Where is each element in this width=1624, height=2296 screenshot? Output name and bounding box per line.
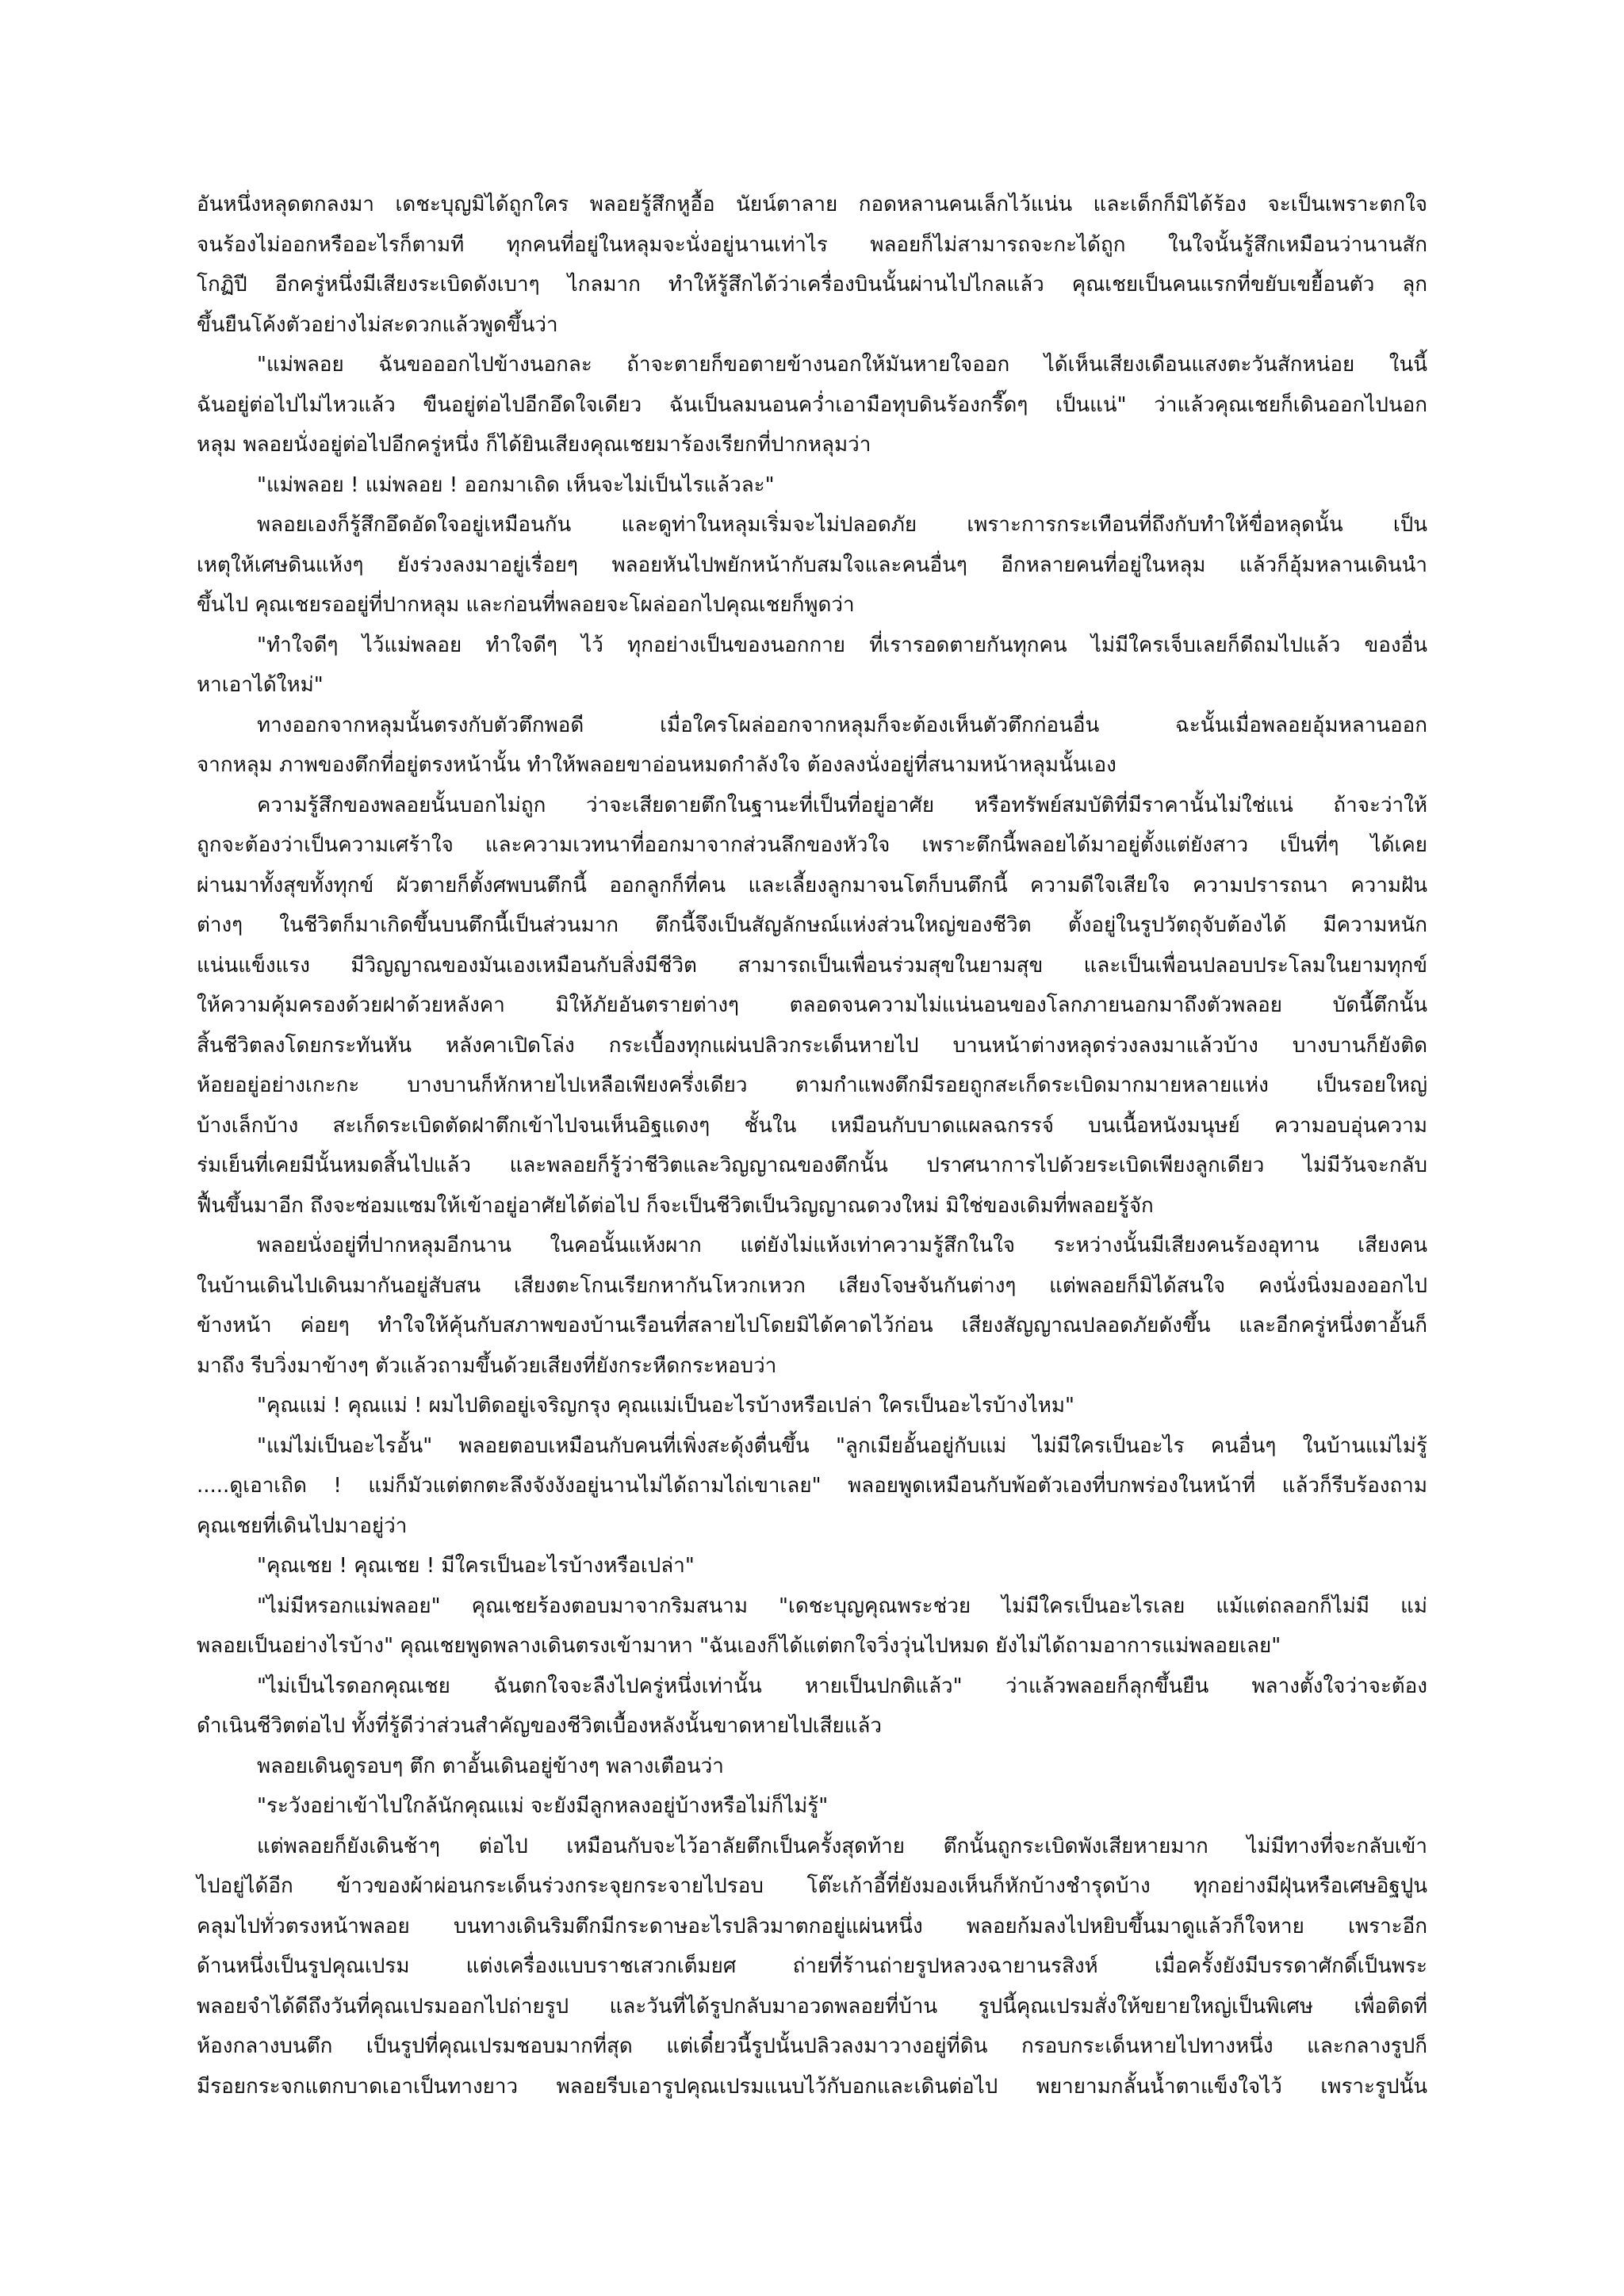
text-line: ทางออกจากหลุมนั้นตรงกับตัวตึกพอดี เมื่อใครโผล่ออกจากหลุมก็จะต้องเห็นตัวตึกก่อนอื่น ฉะนั้นเมื่อพลอยอุ้มหลานออก [257, 713, 1427, 737]
text-line: ฉันอยู่ต่อไปไม่ไหวแล้ว ขืนอยู่ต่อไปอีกอึดใจเดียว ฉันเป็นลมนอนคว่ำเอามือทุบดินร้องกรี๊ดๆ เป็นแน่" ว่าแล้วคุณเชยก็เดินออกไปนอก [197, 392, 1427, 417]
text-line: ข้างหน้า ค่อยๆ ทำใจให้คุ้นกับสภาพของบ้านเรือนที่สลายไปโดยมิได้คาดไว้ก่อน เสียงสัญญาณปลอดภัยดังขึ้น และอีกครู่หนึ่งตาอั้นก็ [197, 1314, 1427, 1337]
text-line: ฟื้นขึ้นมาอีก ถึงจะซ่อมแซมให้เข้าอยู่อาศัยได้ต่อไป ก็จะเป็นชีวิตเป็นวิญญาณดวงใหม่ มิใช่ของเดิมที่พลอยรู้จัก [197, 1193, 1154, 1218]
text-line: จากหลุม ภาพของตึกที่อยู่ตรงหน้านั้น ทำให้พลอยขาอ่อนหมดกำลังใจ ต้องลงนั่งอยู่ที่สนามหน้าหลุมนั้นเอง [197, 753, 1116, 777]
text-line: คลุมไปทั่วตรงหน้าพลอย บนทางเดินริมตึกมีกระดาษอะไรปลิวมาตกอยู่แผ่นหนึ่ง พลอยก้มลงไปหยิบขึ้นมาดูแล้วก็ใจหาย เพราะอีก [197, 1914, 1427, 1938]
text-line: "ไม่มีหรอกแม่พลอย" คุณเชยร้องตอบมาจากริมสนาม "เดชะบุญคุณพระช่วย ไม่มีใครเป็นอะไรเลย แม้แต่ถลอกก็ไม่มี แม่ [257, 1594, 1427, 1618]
text-line: สิ้นชีวิตลงโดยกระทันหัน หลังคาเปิดโล่ง กระเบื้องทุกแผ่นปลิวกระเด็นหายไป บานหน้าต่างหลุดร่วงลงมาแล้วบ้าง บางบานก็ยังติด [197, 1033, 1427, 1058]
text-line: ดำเนินชีวิตต่อไป ทั้งที่รู้ดีว่าส่วนสำคัญของชีวิตเบื้องหลังนั้นขาดหายไปเสียแล้ว [197, 1714, 882, 1738]
text-line: ด้านหนึ่งเป็นรูปคุณเปรม แต่งเครื่องแบบราชเสวกเต็มยศ ถ่ายที่ร้านถ่ายรูปหลวงฉายานรสิงห์ เมื่อครั้งยังมีบรรดาศักดิ์เป็นพระ [197, 1954, 1427, 1978]
text-line: ให้ความคุ้มครองด้วยฝาด้วยหลังคา มิให้ภัยอันตรายต่างๆ ตลอดจนความไม่แน่นอนของโลกภายนอกมาถึงตัวพลอย บัดนี้ตึกนั้น [197, 993, 1427, 1017]
text-line: "ไม่เป็นไรดอกคุณเชย ฉันตกใจจะลืงไปครู่หนึ่งเท่านั้น หายเป็นปกติแล้ว" ว่าแล้วพลอยก็ลุกขึ้นยืน พลางตั้งใจว่าจะต้อง [257, 1674, 1427, 1698]
text-line: ผ่านมาทั้งสุขทั้งทุกข์ ผัวตายก็ตั้งศพบนตึกนี้ ออกลูกก็ที่คน และเลี้ยงลูกมาจนโตก็บนตึกนี้ ความดีใจเสียใจ ความปรารถนา ความฝัน [197, 873, 1427, 897]
text-line: บ้างเล็กบ้าง สะเก็ดระเบิดตัดฝาตึกเข้าไปจนเห็นอิฐแดงๆ ชั้นใน เหมือนกับบาดแผลฉกรรจ์ บนเนื้อหนังมนุษย์ ความอบอุ่นความ [197, 1113, 1427, 1138]
text-line: พลอยจำได้ดีถึงวันที่คุณเปรมออกไปถ่ายรูป และวันที่ได้รูปกลับมาอวดพลอยที่บ้าน รูปนี้คุณเปรมสั่งให้ขยายใหญ่เป็นพิเศษ เพื่อติดที่ [197, 1994, 1427, 2019]
text-line: ร่มเย็นที่เคยมีนั้นหมดสิ้นไปแล้ว และพลอยก็รู้ว่าชีวิตและวิญญาณของตึกนั้น ปราศนาการไปด้วยระเบิดเพียงลูกเดียว ไม่มีวันจะกลับ [197, 1154, 1427, 1177]
text-line: เหตุให้เศษดินแห้งๆ ยังร่วงลงมาอยู่เรื่อยๆ พลอยหันไปพยักหน้ากับสมใจและคนอื่นๆ อีกหลายคนที่อยู่ในหลุม แล้วก็อุ้มหลานเดินนำ [197, 553, 1427, 577]
text-line: พลอยนั่งอยู่ที่ปากหลุมอีกนาน ในคอนั้นแห้งผาก แต่ยังไม่แห้งเท่าความรู้สึกในใจ ระหว่างนั้นมีเสียงคนร้องอุทาน เสียงคน [257, 1234, 1427, 1257]
text-line: หลุม พลอยนั่งอยู่ต่อไปอีกครู่หนึ่ง ก็ได้ยินเสียงคุณเชยมาร้องเรียกที่ปากหลุมว่า [197, 433, 871, 457]
text-line: คุณเชยที่เดินไปมาอยู่ว่า [197, 1513, 408, 1538]
text-line: ห้อยอยู่อย่างเกะกะ บางบานก็หักหายไปเหลือเพียงครึ่งเดียว ตามกำแพงตึกมีรอยถูกสะเก็ดระเบิดมากมายหลายแห่ง เป็นรอยใหญ่ [197, 1073, 1427, 1097]
text-line: อันหนึ่งหลุดตกลงมา เดชะบุญมิได้ถูกใคร พลอยรู้สึกหูอื้อ นัยน์ตาลาย กอดหลานคนเล็กไว้แน่น และเด็กก็มิได้ร้อง จะเป็นเพราะตกใจ [197, 193, 1427, 216]
text-line: ห้องกลางบนตึก เป็นรูปที่คุณเปรมชอบมากที่สุด แต่เดี๋ยวนี้รูปนั้นปลิวลงมาวางอยู่ที่ดิน กรอบกระเด็นหายไปทางหนึ่ง และกลางรูปก็ [197, 2034, 1427, 2058]
text-line: "ระวังอย่าเข้าไปใกล้นักคุณแม่ จะยังมีลูกหลงอยู่บ้างหรือไม่ก็ไม่รู้" [257, 1794, 829, 1818]
text-line: ไปอยู่ได้อีก ข้าวของผ้าผ่อนกระเด็นร่วงกระจุยกระจายไปรอบ โต๊ะเก้าอี้ที่ยังมองเห็นก็หักบ้างชำรุดบ้าง ทุกอย่างมีฝุ่นหรือเศษอิฐปูน [197, 1874, 1427, 1898]
text-line: "แม่พลอย ฉันขอออกไปข้างนอกละ ถ้าจะตายก็ขอตายข้างนอกให้มันหายใจออก ได้เห็นเสียงเดือนแสงตะวันสักหน่อย ในนี้ [257, 353, 1427, 377]
text-line: หาเอาได้ใหม่" [197, 673, 324, 697]
body-text [197, 185, 1427, 2107]
text-line: พลอยเองก็รู้สึกอึดอัดใจอยู่เหมือนกัน และดูท่าในหลุมเริ่มจะไม่ปลอดภัย เพราะการกระเทือนที่ถึงกับทำให้ขื่อหลุดนั้น เป็น [257, 513, 1427, 537]
text-line: "แม่ไม่เป็นอะไรอั้น" พลอยตอบเหมือนกับคนที่เพิ่งสะดุ้งตื่นขึ้น "ลูกเมียอั้นอยู่กับแม่ ไม่มีใครเป็นอะไร คนอื่นๆ ในบ้านแม่ไม่รู้ [257, 1433, 1427, 1458]
text-line: จนร้องไม่ออกหรืออะไรก็ตามที ทุกคนที่อยู่ในหลุมจะนั่งอยู่นานเท่าไร พลอยก็ไม่สามารถจะกะได้ถูก ในใจนั้นรู้สึกเหมือนว่านานสัก [197, 232, 1427, 257]
text-line: มาถึง รีบวิ่งมาข้างๆ ตัวแล้วถามขึ้นด้วยเสียงที่ยังกระหืดกระหอบว่า [197, 1353, 777, 1378]
text-line: พลอยเดินดูรอบๆ ตึก ตาอั้นเดินอยู่ข้างๆ พลางเตือนว่า [257, 1754, 724, 1778]
text-line: แน่นแข็งแรง มีวิญญาณของมันเองเหมือนกับสิ่งมีชีวิต สามารถเป็นเพื่อนร่วมสุขในยามสุข และเป็นเพื่อนปลอบประโลมในยามทุกข์ [197, 953, 1427, 978]
text-line: ขึ้นไป คุณเชยรออยู่ที่ปากหลุม และก่อนที่พลอยจะโผล่ออกไปคุณเชยก็พูดว่า [197, 593, 855, 617]
text-line: แต่พลอยก็ยังเดินช้าๆ ต่อไป เหมือนกับจะไว้อาลัยตึกเป็นครั้งสุดท้าย ตึกนั้นถูกระเบิดพังเสียหายมาก ไม่มีทางที่จะกลับเข้า [257, 1834, 1427, 1858]
text-line: โกฏิปี อีกครู่หนึ่งมีเสียงระเบิดดังเบาๆ ไกลมาก ทำให้รู้สึกได้ว่าเครื่องบินนั้นผ่านไปไกลแล้ว คุณเชยเป็นคนแรกที่ขยับเขยื้อนตัว ลุก [197, 273, 1427, 297]
text-line: "คุณแม่ ! คุณแม่ ! ผมไปติดอยู่เจริญกรุง คุณแม่เป็นอะไรบ้างหรือเปล่า ใครเป็นอะไรบ้างไหม" [257, 1394, 1075, 1418]
text-line: ความรู้สึกของพลอยนั้นบอกไม่ถูก ว่าจะเสียดายตึกในฐานะที่เป็นที่อยู่อาศัย หรือทรัพย์สมบัติที่มีราคานั้นไม่ใช่แน่ ถ้าจะว่าให้ [257, 793, 1427, 817]
text-line: ต่างๆ ในชีวิตก็มาเกิดขึ้นบนตึกนี้เป็นส่วนมาก ตึกนี้จึงเป็นสัญลักษณ์แห่งส่วนใหญ่ของชีวิต ตั้งอยู่ในรูปวัตถุจับต้องได้ มีความหนัก [197, 913, 1427, 937]
text-line: .....ดูเอาเถิด ! แม่ก็มัวแต่ตกตะลึงจังงังอยู่นานไม่ได้ถามไถ่เขาเลย" พลอยพูดเหมือนกับพ้อตัวเองที่บกพร่องในหน้าที่ แล้วก็รีบร้องถาม [197, 1474, 1427, 1498]
text-line: "คุณเชย ! คุณเชย ! มีใครเป็นอะไรบ้างหรือเปล่า" [257, 1554, 695, 1578]
text-line: ในบ้านเดินไปเดินมากันอยู่สับสน เสียงตะโกนเรียกหากันโหวกเหวก เสียงโจษจันกันต่างๆ แต่พลอยก็มิได้สนใจ คงนั่งนิ่งมองออกไป [197, 1273, 1427, 1298]
text-line: "ทำใจดีๆ ไว้แม่พลอย ทำใจดีๆ ไว้ ทุกอย่างเป็นของนอกกาย ที่เรารอดตายกันทุกคน ไม่มีใครเจ็บเลยก็ดีถมไปแล้ว ของอื่น [257, 633, 1427, 657]
text-line: "แม่พลอย ! แม่พลอย ! ออกมาเถิด เห็นจะไม่เป็นไรแล้วละ" [257, 473, 775, 497]
text-line: ถูกจะต้องว่าเป็นความเศร้าใจ และความเวทนาที่ออกมาจากส่วนลึกของหัวใจ เพราะตึกนี้พลอยได้มาอยู่ตั้งแต่ยังสาว เป็นที่ๆ ได้เคย [197, 833, 1427, 857]
text-line: ขึ้นยืนโค้งตัวอย่างไม่สะดวกแล้วพูดขึ้นว่า [197, 312, 558, 337]
text-line: มีรอยกระจกแตกบาดเอาเป็นทางยาว พลอยรีบเอารูปคุณเปรมแนบไว้กับอกและเดินต่อไป พยายามกลั้นน้ำตาแข็งใจไว้ เพราะรูปนั้น [197, 2074, 1427, 2099]
text-line: พลอยเป็นอย่างไรบ้าง" คุณเชยพูดพลางเดินตรงเข้ามาหา "ฉันเองก็ได้แต่ตกใจวิ่งวุ่นไปหมด ยังไม่ได้ถามอาการแม่พลอยเลย" [197, 1634, 1281, 1658]
